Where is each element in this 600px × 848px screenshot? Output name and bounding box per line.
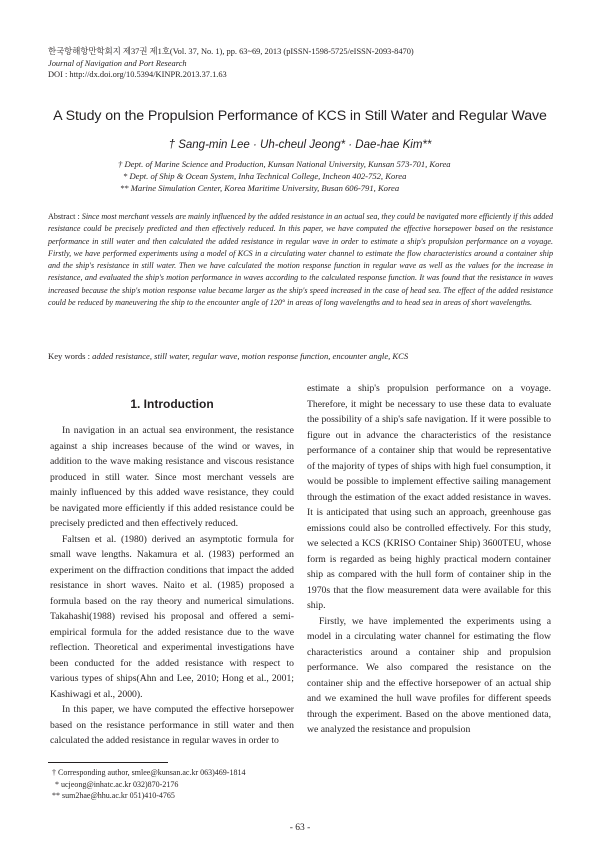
keywords	[48, 351, 408, 361]
body-paragraph: Faltsen et al. (1980) derived an asymptotic formula for small wave lengths. Nakamura et al. (1983) performed an experiment on the diffraction conditions that impact the added resistance in short waves. Naito et al. (1985) proposed a formula based on the ray theory and numerical simulations. Takahashi(1988) revised his proposal and offered a semi-empirical formula for the added resistance due to the wave reflection. Theoretical and experimental investigations have been conducted for the added resistance with respect to various types of ships(Ahn and Lee, 2010; Hong et al., 2001; Kashiwagi et al., 2000).	[50, 533, 294, 700]
author-list: † Sang-min Lee · Uh-cheul Jeong* · Dae-hae Kim**	[168, 139, 432, 151]
footnote-corresponding-author: † Corresponding author, smlee@kunsan.ac.kr 063)469-1814	[52, 768, 246, 777]
footnotes	[52, 767, 245, 802]
page-number: - 63 -	[289, 823, 311, 833]
affiliation-3: ** Marine Simulation Center, Korea Maritime University, Busan 606-791, Korea	[120, 183, 400, 194]
body-column-right	[307, 381, 551, 738]
keywords-text: added resistance, still water, regular wave, motion response function, encounter angle, KCS	[92, 351, 409, 361]
body-paragraph: Firstly, we have implemented the experiments using a model in a circulating water channel for estimating the flow characteristics around a container ship and propulsion performance. We also compared the resistance on the container ship and the effective horsepower of an actual ship and we examined the hull wave profiles for different speeds through the experiment. Based on the above mentioned data, we analyzed the resistance and propulsion	[307, 615, 551, 735]
affiliation-2: * Dept. of Ship & Ocean System, Inha Technical College, Incheon 402-752, Korea	[123, 171, 407, 182]
footnote-author-2: * ucjeong@inhatc.ac.kr 032)870-2176	[55, 779, 179, 789]
abstract	[48, 211, 553, 309]
journal-name: Journal of Navigation and Port Research	[48, 58, 187, 68]
body-column-left	[50, 423, 294, 749]
affiliations	[118, 158, 451, 195]
keywords-label: Key words :	[48, 351, 93, 361]
paper-title: A Study on the Propulsion Performance of KCS in Still Water and Regular Wave	[53, 108, 547, 124]
footnote-author-3: ** sum2hae@hhu.ac.kr 051)410-4765	[52, 791, 175, 801]
body-paragraph: In navigation in an actual sea environment, the resistance against a ship increases because of the wind or waves, in addition to the wave making resistance and viscous resistance produced in still water. Since most merchant vessels are mainly influenced by this added wave resistance, they could be navigated more efficiently if this added resistance could be precisely predicted and then effectively reduced.	[50, 425, 294, 529]
journal-header	[48, 46, 414, 81]
affiliation-1: † Dept. of Marine Science and Production, Kunsan National University, Kunsan 573-701, Korea	[118, 159, 451, 169]
footnote-divider	[48, 762, 168, 763]
section-heading-introduction: 1. Introduction	[130, 397, 214, 411]
journal-citation: 한국항해항만학회지 제37권 제1호(Vol. 37, No. 1), pp. 63~69, 2013 (pISSN-1598-5725/eISSN-2093-8470)	[48, 47, 414, 56]
abstract-text: Since most merchant vessels are mainly influenced by the added resistance in an actual sea, they could be navigated more efficiently if this added resistance could be precisely predicted and then effectively reduced. In this paper, we have computed the effective horsepower based on the resistance performance in still water and then calculated the added resistance in regular wave in order to estimate a ship's propulsion performance on a voyage. Firstly, we have performed experiments using a model of KCS in a circulating water channel to estimate the flow characteristics around a container ship and the ship's resistance in still water. Then we have calculated the motion response function in regular wave as well as the values for the increase in resistance, and evaluated the ship's motion performance in waves according to the calculated response function. It was found that the resistance in waves increased because the ship's motion response value became larger as the ship's speed increased in the case of head sea. The effect of the added resistance could be reduced by maneuvering the ship to the encounter angle of 120° in areas of long wavelengths and to head sea in areas of short wavelengths.	[48, 212, 553, 308]
body-paragraph: In this paper, we have computed the effective horsepower based on the resistance performance in still water and then calculated the added resistance in regular waves in order to	[50, 704, 294, 746]
doi-link[interactable]: DOI : http://dx.doi.org/10.5394/KINPR.2013.37.1.63	[48, 70, 227, 80]
abstract-label: Abstract :	[48, 212, 82, 221]
body-paragraph: estimate a ship's propulsion performance on a voyage. Therefore, it might be necessary to use these data to evaluate the possibility of a ship's safe navigation. If it were possible to figure out in advance the characteristics of the resistance performance of a container ship that would be representative of the majority of types of ships with high fuel consumption, it would be possible to implement effective sailing management through the estimation of the exact added resistance in waves. It is anticipated that using such an approach, greenhouse gas emissions could also be controlled effectively. For this study, we selected a KCS (KRISO Container Ship) 3600TEU, whose form is regarded as being highly practical modern container ship as compared with the hull form of container ship in the 1970s that the flow measurement data were available for this ship.	[307, 383, 551, 611]
